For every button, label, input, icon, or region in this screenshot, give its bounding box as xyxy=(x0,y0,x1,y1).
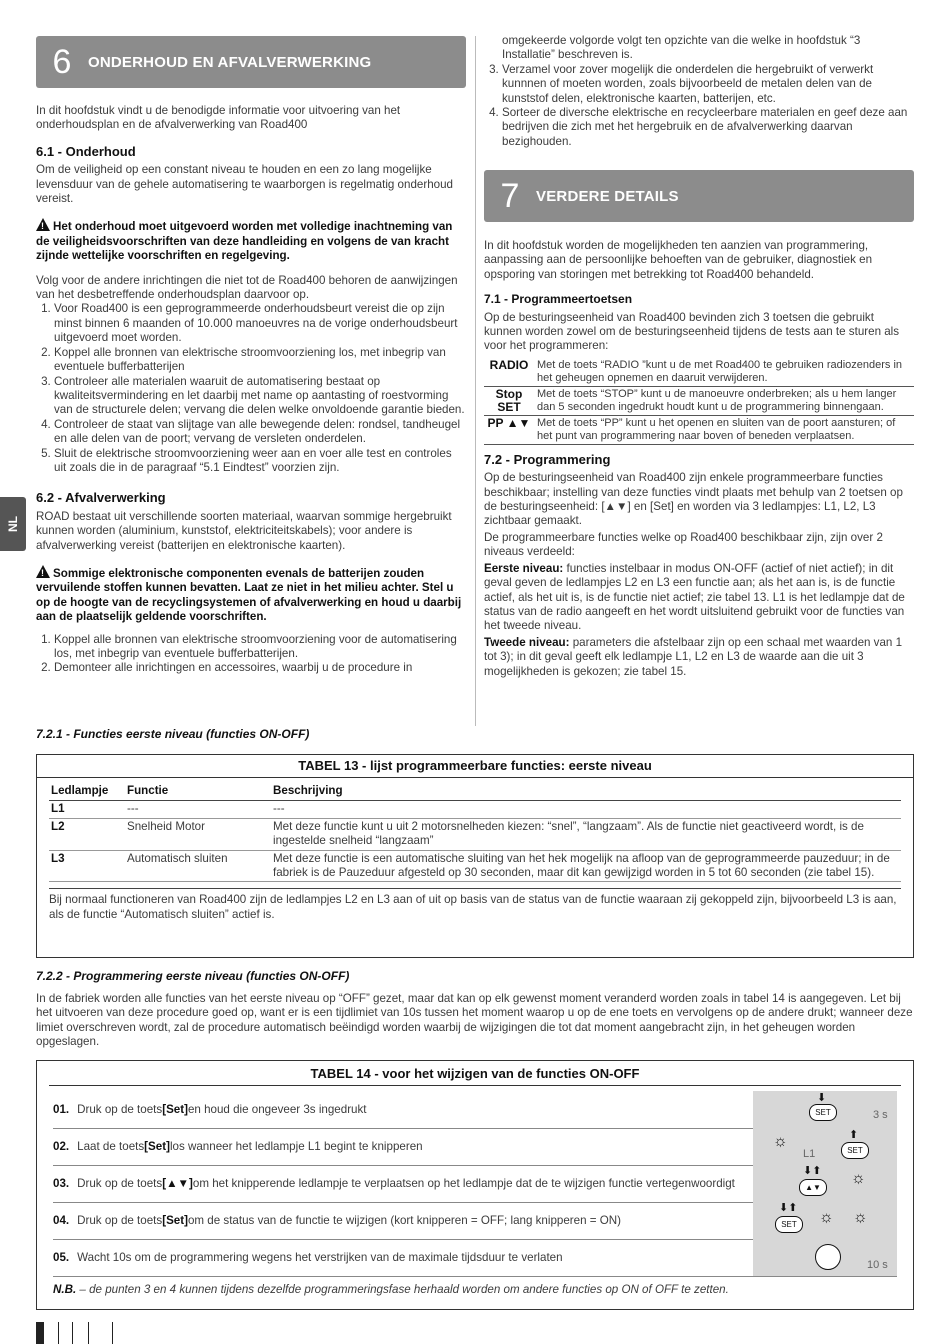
list-item: 4. Sorteer de diversche elektrische en recycleerbare materialen en geef deze aan bedrijven die zich met het hergebruik en de afvalverwerking daarvan bezighouden. xyxy=(502,106,914,149)
column-header: Beschrijving xyxy=(271,782,901,801)
functions-table xyxy=(49,782,901,882)
level-2-text: Tweede niveau: parameters die afstelbaar zijn op een schaal met waarden van 1 tot 3); in dit geval geeft elk ledlampje L1, L2 en L3 de waarde aan die uit 3 mogelijkheden is gekozen; zie tabel 15. xyxy=(484,635,903,678)
blinking-led-icon: ☼ xyxy=(819,1209,834,1226)
blinking-led-icon: ☼ xyxy=(853,1209,868,1226)
set-button-icon: SET xyxy=(809,1104,837,1121)
section-6-intro: In dit hoofdstuk vindt u de benodigde informatie voor uitvoering van het onderhoudsplan en de afvalverwerking van Road400 xyxy=(36,104,401,132)
step-row: 05. Wacht 10s om de programmering wegens het verstrijken van de maximale tijdsduur te verlaten xyxy=(53,1239,769,1277)
table-14 xyxy=(36,1060,914,1310)
key-name: PP ▲▼ xyxy=(487,415,531,430)
step-2-icons xyxy=(753,1128,897,1166)
warning-icon xyxy=(36,565,50,578)
heading-7-2-1: 7.2.1 - Functies eerste niveau (functies ON-OFF) xyxy=(36,727,310,741)
warning-icon xyxy=(36,218,50,231)
table-row: L2 Snelheid Motor Met deze functie kunt u uit 2 motorsnelheden kiezen: “snel”, “langzaam”. Als de functie niet geactiveerd wordt, is de ingestelde snelheid “langzaam” xyxy=(49,818,901,850)
section-number: 6 xyxy=(52,42,72,81)
key-desc: Met de toets “RADIO ”kunt u de met Road400 te gebruiken radiozenders in het geheugen opnemen en daaruit verwijderen. xyxy=(537,358,903,384)
paragraph-6-1b: Volg voor de andere inrichtingen die niet tot de Road400 behoren de aanwijzingen van het desbetreffende onderhoudsplan daarvoor op. xyxy=(36,273,458,302)
list-item: 5. Sluit de elektrische stroomvoorziening weer aan en voer alle test en controles uit zoals die in de paragraaf “5.1 Eindtest” voorzien zijn. xyxy=(54,447,466,476)
section-6-banner xyxy=(36,36,466,88)
list-item: 2. Koppel alle bronnen van elektrische stroomvoorziening los, met inbegrip van eventuele bufferbatterijen xyxy=(54,346,466,375)
section-7-intro: In dit hoofdstuk worden de mogelijkheden ten aanzien van programmering, aanpassing aan de persoonlijke behoeften van de gebruiker, diagnostiek en opsporing van storingen met betrekking tot Road400 behandeld. xyxy=(484,239,873,281)
step-row: 02. Laat de toets [Set] los wanneer het ledlampje L1 begint te knipperen xyxy=(53,1128,769,1166)
table-note: N.B. – de punten 3 en 4 kunnen tijdens dezelfde programmeringsfase herhaald worden om andere functies op ON of OFF te zetten. xyxy=(53,1283,729,1296)
warning-maintenance: !Het onderhoud moet uitgevoerd worden met volledige inachtneming van de veiligheidsvoorschriften van deze handleiding en volgens de van kracht zijnde wettelijke voorschriften en regelgeving. xyxy=(36,218,466,263)
press-release-arrow-icon: ⬇⬆ xyxy=(803,1165,822,1177)
paragraph-7-2b: De programmeerbare functies welke op Road400 beschikbaar zijn, zijn over 2 niveaus verdeeld: xyxy=(484,530,883,559)
heading-6-1: 6.1 - Onderhoud xyxy=(36,143,136,159)
table-13 xyxy=(36,754,914,958)
disposal-list-cont xyxy=(484,63,914,149)
list-item: 1. Voor Road400 is een geprogrammeerde onderhoudsbeurt vereist die op zijn minst binnen 6 maanden of 10.000 manoeuvres na de vorige onderhoudsbeurt uitgevoerd moet worden. xyxy=(54,302,466,345)
section-title: ONDERHOUD EN AFVALVERWERKING xyxy=(88,53,372,71)
key-desc: Met de toets “PP” kunt u het openen en sluiten van de poort aansturen; of het punt van programmering naar boven of beneden verplaatsen. xyxy=(537,416,896,442)
paragraph-7-1: Op de besturingseenheid van Road400 bevinden zich 3 toetsen die gebruikt kunnen worden zowel om de besturingseenheid tijdens de tests aan te sturen als voor het programmeren: xyxy=(484,310,900,353)
led-label: L1 xyxy=(803,1148,816,1160)
set-button-icon: SET xyxy=(775,1216,803,1233)
step-row: 01. Druk op de toets [Set] en houd die ongeveer 3s ingedrukt xyxy=(53,1091,769,1129)
section-number: 7 xyxy=(500,176,520,215)
press-arrow-icon: ⬇ xyxy=(817,1092,827,1104)
right-column xyxy=(484,239,914,685)
duration-label: 3 s xyxy=(873,1109,888,1121)
table-caption: TABEL 13 - lijst programmeerbare functies: eerste niveau xyxy=(37,755,913,778)
list-item: 3. Verzamel voor zover mogelijk die onderdelen die hergebruikt of verwerkt kunnnen of moeten worden, zoals bijvoorbeeld de metalen delen van de kunststof delen, elektronische kaarten, batterijen, etc. xyxy=(502,63,914,106)
heading-7-2: 7.2 - Programmering xyxy=(484,451,611,467)
paragraph-7-2a: Op de besturingseenheid van Road400 zijn enkele programmeerbare functies beschikbaar; instelling van deze functies vindt plaats met behulp van 2 toetsen op de besturingseenheid: [▲▼] en [Set] en worden via 3 ledlampjes: L1, L2, L3 zichtbaar gemaakt. xyxy=(484,471,903,528)
disposal-list xyxy=(36,633,466,676)
paragraph-6-1: Om de veiligheid op een constant niveau te houden en een zo lang mogelijke levensduur van de gehele automatisering te waarborgen is regelmatig onderhoud vereist. xyxy=(36,163,454,206)
column-divider xyxy=(475,36,476,726)
table-row xyxy=(484,415,914,444)
section-title: VERDERE DETAILS xyxy=(536,187,679,205)
press-release-arrow-icon: ⬇⬆ xyxy=(779,1202,798,1214)
table-row xyxy=(484,358,914,387)
level-1-text: Eerste niveau: functies instelbaar in modus ON-OFF (actief of niet actief); in dit geval geven de ledlampjes L2 en L3 een functie aan; als het aan is, is de functie actief, als het uit is, is de functie niet actief; zie tabel 13. L1 is het ledlampje dat de status van de radio aangeeft en het wordt uitsluitend gebruikt voor de functies van het tweede niveau. xyxy=(484,561,905,633)
paragraph-7-2-2: In de fabriek worden alle functies van het eerste niveau op “OFF” gezet, maar dat kan op elk gewenst moment veranderd worden zoals in tabel 14 is aangegeven. Let bij het uitvoeren van deze procedure goed op, want er is een tijdlimiet van 10s tussen het moment waarop u op de ene toets en vervolgens op de andere drukt; wanneer deze limiet overschreven wordt, zal de procedure automatisch beëindigd worden waarbij de wijzigingen die tot dat moment aangebracht zijn, in het geheugen worden opgeslagen. xyxy=(36,992,913,1049)
step-3-icons xyxy=(753,1165,897,1203)
column-header: Ledlampje xyxy=(49,782,125,801)
heading-7-2-2: 7.2.2 - Programmering eerste niveau (functies ON-OFF) xyxy=(36,969,350,983)
maintenance-list xyxy=(36,302,466,475)
heading-7-1: 7.1 - Programmeertoetsen xyxy=(484,292,633,307)
table-note: Bij normaal functioneren van Road400 zijn de ledlampjes L2 en L3 aan of uit op basis van de status van de functie waaraan zij gekoppeld zijn, bijvoorbeeld L3 is aan, als de functie “Automatisch sluiten” actief is. xyxy=(49,888,901,922)
warning-disposal: !Sommige elektronische componenten evenals de batterijen zouden vervuilende stoffen kunnen bevatten. Laat ze niet in het milieu achter. Stel u op de hoogte van de recyclingsystemen of afvalverwerking en houd u daarbij aan de plaatselijk geldende voorschriften. xyxy=(36,565,466,625)
key-desc: Met de toets “STOP” kunt u de manoeuvre onderbreken; als u hem langer dan 5 seconden ingedrukt houdt kunt u de programmering binnengaan. xyxy=(537,387,897,413)
list-item: 4. Controleer de staat van slijtage van alle bewegende delen: rondsel, tandheugel en alle delen van de poort; vervang de versleten onderdelen. xyxy=(54,418,466,447)
table-row xyxy=(484,386,914,415)
paragraph-6-2: ROAD bestaat uit verschillende soorten materiaal, waarvan sommige hergebruikt kunnen worden (aluminium, kunststof, elektriciteitskabels); voor andere is afvalverwerking vereist (batterijen en elektronische kaarten). xyxy=(36,509,452,552)
step-5-icons xyxy=(753,1239,897,1277)
blinking-led-icon: ☼ xyxy=(851,1170,866,1187)
table-row: L1 --- --- xyxy=(49,801,901,818)
list-item: 3. Controleer alle materialen waaruit de automatisering bestaat op kwaliteitsvermindering en let daarbij met name op aantasting of roestvorming van de structurele delen; vervang die delen welke onvoldoende garantie bieden. xyxy=(54,375,466,418)
set-button-icon: SET xyxy=(841,1142,869,1159)
list-continuation: omgekeerde volgorde volgt ten opzichte van die welke in hoofdstuk “3 Installatie” beschreven is. xyxy=(502,34,861,62)
table-caption: TABEL 14 - voor het wijzigen van de functies ON-OFF xyxy=(49,1061,901,1086)
heading-6-2: 6.2 - Afvalverwerking xyxy=(36,490,166,506)
table-row: L3 Automatisch sluiten Met deze functie is een automatische sluiting van het hek mogelijk na afloop van de geprogrammeerde pauzeduur; in de fabriek is de Pauzeduur afgesteld op 30 seconden, maar dit kan gewijzigd worden in 5 tot 60 seconden (zie tabel 15). xyxy=(49,850,901,882)
language-tab: NL xyxy=(0,497,26,551)
table-header xyxy=(49,782,901,801)
column-header: Functie xyxy=(125,782,271,801)
keys-table xyxy=(484,358,914,445)
clock-icon xyxy=(815,1244,841,1270)
step-row: 03. Druk op de toets [▲▼] om het knipperende ledlampje te verplaatsen op het ledlampje dat de te wijzigen functie vertegenwoordigt xyxy=(53,1165,769,1203)
key-name: RADIO xyxy=(489,357,529,372)
list-item: 1. Koppel alle bronnen van elektrische stroomvoorziening voor de automatisering los, met inbegrip van eventuele bufferbatterijen. xyxy=(54,633,466,662)
right-column-top xyxy=(484,34,914,149)
duration-label: 10 s xyxy=(867,1259,888,1271)
blinking-led-icon: ☼ xyxy=(773,1133,788,1150)
key-name: Stop SET xyxy=(495,386,523,414)
section-7-banner xyxy=(484,170,914,222)
step-1-icons xyxy=(753,1091,897,1129)
step-4-icons xyxy=(753,1202,897,1240)
updown-button-icon: ▲▼ xyxy=(799,1179,827,1196)
left-column xyxy=(36,104,466,676)
list-item: 2. Demonteer alle inrichtingen en accessoires, waarbij u de procedure in xyxy=(54,661,466,675)
release-arrow-icon: ⬆ xyxy=(849,1129,859,1141)
step-row: 04. Druk op de toets [Set] om de status van de functie te wijzigen (kort knipperen = OFF; lang knipperen = ON) xyxy=(53,1202,769,1240)
